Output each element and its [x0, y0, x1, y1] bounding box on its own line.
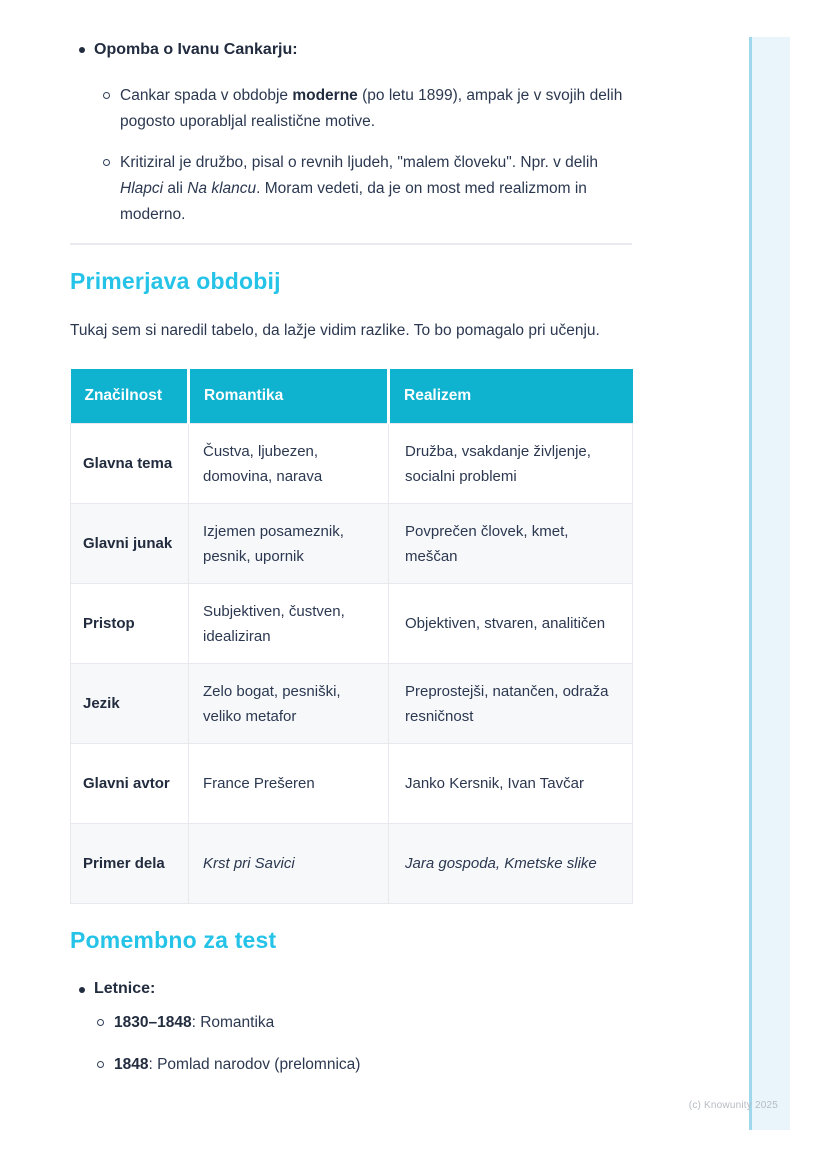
- feature-cell: [71, 664, 189, 744]
- list-item-text: Kritiziral je družbo, pisal o revnih ljudeh, "malem človeku". Npr. v delih Hlapci ali Na klancu. Moram vedeti, da je on most med realizmom in moderno.: [120, 154, 598, 223]
- section-divider: [70, 243, 632, 245]
- realizem-cell: Družba, vsakdanje življenje, socialni problemi: [389, 424, 633, 504]
- col-header-romantika: Romantika: [189, 369, 389, 424]
- feature-label: Jezik: [83, 695, 120, 712]
- note-section: [70, 38, 632, 228]
- table-row: [71, 664, 633, 744]
- list-item: [70, 1052, 632, 1078]
- note-subitems: [70, 83, 632, 228]
- romantika-cell: Subjektiven, čustven, idealiziran: [189, 584, 389, 664]
- realizem-cell: Janko Kersnik, Ivan Tavčar: [389, 744, 633, 824]
- bullet-circle-icon: [103, 159, 110, 166]
- list-item-text: Cankar spada v obdobje moderne (po letu 1899), ampak je v svojih delih pogosto uporabljal realistične motive.: [120, 87, 623, 130]
- list-item: [70, 1010, 632, 1036]
- romantika-cell: France Prešeren: [189, 744, 389, 824]
- table-row: [71, 824, 633, 904]
- romantika-cell: Krst pri Savici: [189, 824, 389, 904]
- page-edge-strip: [749, 37, 790, 1130]
- feature-cell: [71, 824, 189, 904]
- table-row: [71, 504, 633, 584]
- realizem-cell: Jara gospoda, Kmetske slike: [389, 824, 633, 904]
- romantika-cell: Izjemen posameznik, pesnik, upornik: [189, 504, 389, 584]
- comparison-table: [70, 369, 633, 904]
- feature-label: Pristop: [83, 615, 135, 632]
- list-item: [70, 150, 632, 228]
- important-heading: Pomembno za test: [70, 927, 277, 953]
- table-header-row: [71, 369, 633, 424]
- bullet-circle-icon: [97, 1061, 104, 1068]
- important-section: [70, 978, 632, 1078]
- romantika-cell: Čustva, ljubezen, domovina, narava: [189, 424, 389, 504]
- list-item: [70, 83, 632, 135]
- feature-label: Glavna tema: [83, 455, 173, 472]
- bullet-dot-icon: [79, 987, 85, 993]
- feature-cell: [71, 424, 189, 504]
- col-header-znacilnost: Značilnost: [71, 369, 189, 424]
- feature-label: Glavni avtor: [83, 775, 170, 792]
- bullet-circle-icon: [103, 92, 110, 99]
- feature-cell: [71, 744, 189, 824]
- table-row: [71, 424, 633, 504]
- important-title: Letnice:: [94, 980, 156, 997]
- watermark: (c) Knowunity 2025: [688, 1100, 778, 1111]
- realizem-cell: Preprostejši, natančen, odraža resničnost: [389, 664, 633, 744]
- list-item-text: 1848: Pomlad narodov (prelomnica): [114, 1056, 361, 1073]
- realizem-cell: Povprečen človek, kmet, meščan: [389, 504, 633, 584]
- note-title: Opomba o Ivanu Cankarju:: [94, 41, 298, 58]
- list-item-text: 1830–1848: Romantika: [114, 1014, 275, 1031]
- important-subitems: [70, 1010, 632, 1078]
- feature-cell: [71, 504, 189, 584]
- comparison-heading: Primerjava obdobij: [70, 268, 281, 294]
- table-body: [71, 424, 633, 904]
- realizem-cell: Objektiven, stvaren, analitičen: [389, 584, 633, 664]
- bullet-circle-icon: [97, 1019, 104, 1026]
- romantika-cell: Zelo bogat, pesniški, veliko metafor: [189, 664, 389, 744]
- bullet-dot-icon: [79, 47, 85, 53]
- feature-label: Glavni junak: [83, 535, 173, 552]
- col-header-realizem: Realizem: [389, 369, 633, 424]
- important-title-item: [70, 978, 632, 1000]
- feature-label: Primer dela: [83, 855, 165, 872]
- document-content: [70, 0, 632, 1094]
- feature-cell: [71, 584, 189, 664]
- table-row: [71, 744, 633, 824]
- comparison-intro: Tukaj sem si naredil tabelo, da lažje vidim razlike. To bo pomagalo pri učenju.: [70, 322, 600, 339]
- note-title-item: [70, 38, 632, 62]
- table-row: [71, 584, 633, 664]
